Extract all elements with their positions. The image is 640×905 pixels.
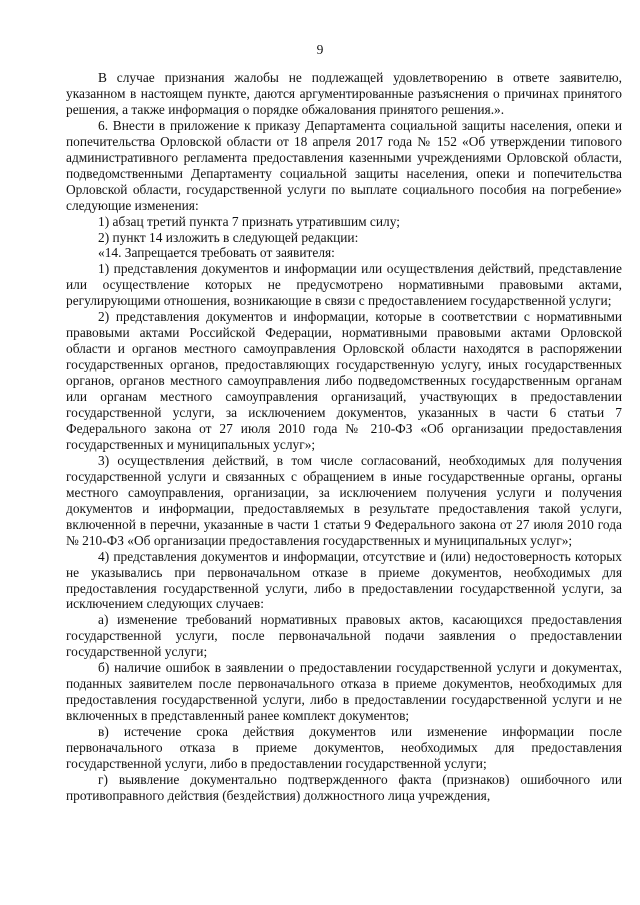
page-number: 9: [316, 42, 324, 57]
paragraph-item-6-amendments: 6. Внести в приложение к приказу Департамента социальной защиты населения, опеки и попечительства Орловской области от 18 апреля 2017 года № 152 «Об утверждении типового административного регламента предоставления казенными учреждениями Орловской области, подведомственными Департаменту социальной защиты населения, опеки и попечительства Орловской области, государственной услуги по выплате социального пособия на погребение» следующие изменения:: [66, 117, 622, 213]
paragraph-prohibition-2: 2) представления документов и информации, которые в соответствии с нормативными правовыми актами Российской Федерации, нормативными правовыми актами Орловской области и органов местного самоуправления Орловской области находятся в распоряжении государственных органов, предоставляющих государственную услугу, иных государственных органов, органов местного самоуправления либо подведомственных государственным органам или органам местного самоуправления организаций, участвующих в предоставлении государственной услуги, за исключением документов, указанных в части 6 статьи 7 Федерального закона от 27 июля 2010 года № 210-ФЗ «Об организации предоставления государственных и муниципальных услуг»;: [66, 309, 622, 452]
paragraph-prohibition-3: 3) осуществления действий, в том числе согласований, необходимых для получения государственной услуги и связанных с обращением в иные государственные органы, органы местного самоуправления, организации, за исключением получения услуги и получения документов и информации, предоставляемых в результате предоставления такой услуги, включенной в перечни, указанные в части 1 статьи 9 Федерального закона от 27 июля 2010 года № 210-ФЗ «Об организации предоставления государственных и муниципальных услуг»;: [66, 452, 622, 548]
paragraph-prohibition-1: 1) представления документов и информации или осуществления действий, представление или осуществление которых не предусмотрено нормативными правовыми актами, регулирующими отношения, возникающие в связи с предоставлением государственной услуги;: [66, 261, 622, 309]
paragraph-case-a: а) изменение требований нормативных правовых актов, касающихся предоставления государственной услуги, после первоначальной подачи заявления о предоставлении государственной услуги;: [66, 612, 622, 660]
paragraph-subitem-1: 1) абзац третий пункта 7 признать утратившим силу;: [98, 213, 400, 229]
paragraph-case-v: в) истечение срока действия документов или изменение информации после первоначального отказа в приеме документов, необходимых для предоставления государственной услуги, либо в предоставлении государственной услуги;: [66, 724, 622, 771]
paragraph-prohibition-4: 4) представления документов и информации, отсутствие и (или) недостоверность которых не указывались при первоначальном отказе в приеме документов, необходимых для предоставления государственной услуги, либо в предоставлении государственной услуги, за исключением следующих случаев:: [66, 548, 622, 612]
document-body: [66, 70, 622, 804]
paragraph-case-g: г) выявление документально подтвержденного факта (признаков) ошибочного или противоправного действия (бездействия) должностного лица учреждения,: [66, 771, 622, 803]
paragraph-complaint-rejection: В случае признания жалобы не подлежащей удовлетворению в ответе заявителю, указанном в настоящем пункте, даются аргументированные разъяснения о причинах принятого решения, а также информация о порядке обжалования принятого решения.».: [66, 70, 622, 117]
paragraph-case-b: б) наличие ошибок в заявлении о предоставлении государственной услуги и документах, поданных заявителем после первоначального отказа в приеме документов, необходимых для предоставления государственной услуги, либо в предоставлении государственной услуги и не включенных в представленный ранее комплект документов;: [66, 660, 622, 724]
paragraph-point-14-heading: «14. Запрещается требовать от заявителя:: [98, 245, 335, 261]
paragraph-subitem-2: 2) пункт 14 изложить в следующей редакции:: [98, 229, 359, 245]
